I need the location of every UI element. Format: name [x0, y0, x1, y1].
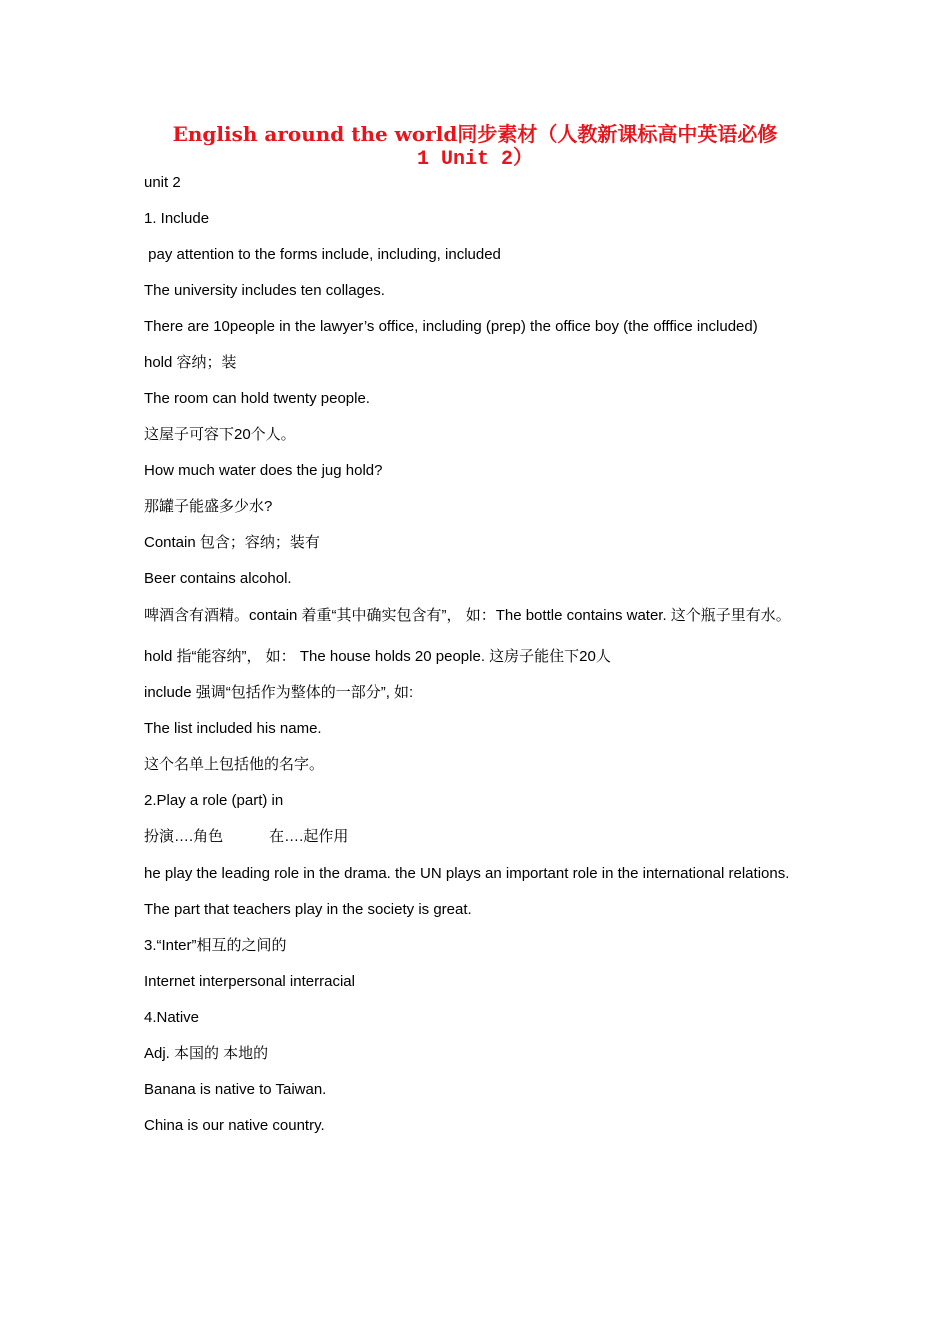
explanation-contain-hold: 啤酒含有酒精。contain 着重“其中确实包含有”， 如：The bottle contains water. 这个瓶子里有水。 hold 指“能容纳”， 如： The house holds 20 people. 这房子能住下20人	[144, 607, 795, 665]
document-title	[144, 122, 806, 172]
heading-inter: 3.“Inter”相互的之间的	[144, 937, 287, 954]
heading-include: 1. Include	[144, 210, 210, 227]
example-teachers: The part that teachers play in the society is great.	[144, 901, 472, 918]
definition-contain: Contain 包含；容纳；装有	[144, 534, 320, 551]
example-beer: Beer contains alcohol.	[144, 570, 292, 587]
example-banana: Banana is native to Taiwan.	[144, 1081, 327, 1098]
example-china: China is our native country.	[144, 1117, 325, 1134]
definition-native: Adj. 本国的 本地的	[144, 1045, 269, 1062]
paragraph-forms: pay attention to the forms include, including, included	[144, 246, 501, 263]
example-room: The room can hold twenty people.	[144, 390, 370, 407]
example-university: The university includes ten collages.	[144, 282, 385, 299]
example-jug: How much water does the jug hold?	[144, 462, 383, 479]
heading-native: 4.Native	[144, 1009, 200, 1026]
document-body	[144, 173, 806, 1152]
title-line-1: English around the world同步素材（人教新课标高中英语必修	[172, 122, 778, 146]
explanation-include: include 强调“包括作为整体的一部分”, 如:	[144, 684, 414, 701]
meaning-play-a-role	[144, 827, 806, 847]
example-inter-words: Internet interpersonal interracial	[144, 973, 355, 990]
title-line-2: 1 Unit 2）	[416, 148, 533, 171]
translation-room: 这屋子可容下20个人。	[144, 426, 296, 443]
meaning-part-2: 在….起作用	[269, 828, 349, 845]
example-lawyer-office: There are 10people in the lawyer’s office, including (prep) the office boy (the offfice included)	[144, 318, 758, 335]
translation-jug: 那罐子能盛多少水?	[144, 498, 273, 515]
example-list: The list included his name.	[144, 720, 322, 737]
translation-list: 这个名单上包括他的名字。	[144, 756, 325, 773]
meaning-part-1: 扮演….角色	[144, 828, 224, 845]
heading-play-a-role: 2.Play a role (part) in	[144, 792, 284, 809]
paragraph-unit: unit 2	[144, 174, 181, 191]
example-leading-role: he play the leading role in the drama. the UN plays an important role in the international relations.	[144, 865, 790, 882]
definition-hold: hold 容纳；装	[144, 354, 237, 371]
